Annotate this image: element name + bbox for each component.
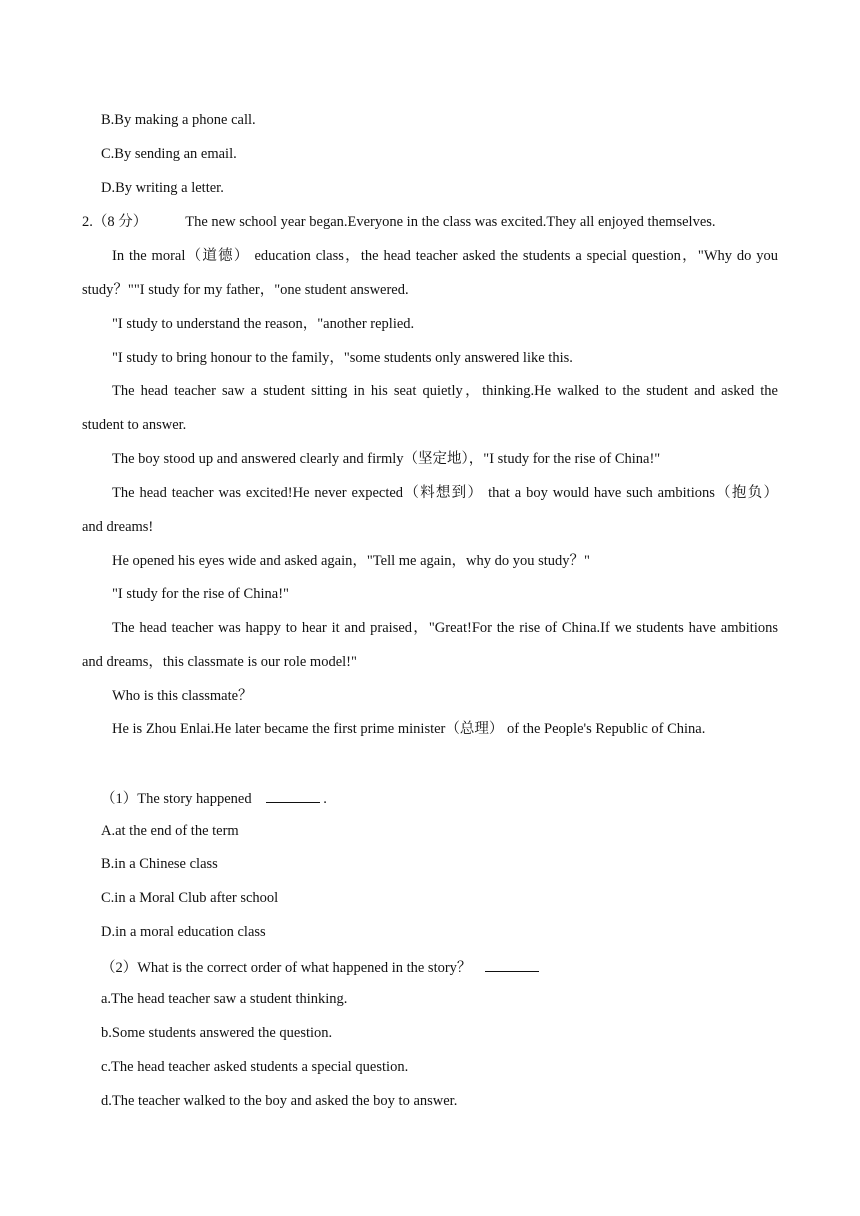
question-2-header-line <box>82 213 716 231</box>
passage-p9-line1: The head teacher was happy to hear it and praised，"Great!For the rise of China.If we students have ambitions <box>112 620 778 636</box>
option-b: B.By making a phone call. <box>101 112 256 128</box>
passage-p4-line1: The head teacher saw a student sitting in his seat quietly，thinking.He walked to the student and asked the <box>112 383 778 399</box>
subquestion-1-stem: （1）The story happened <box>101 791 252 807</box>
subquestion-2 <box>101 957 539 977</box>
sub1-option-b: B.in a Chinese class <box>101 856 218 872</box>
sub1-option-c: C.in a Moral Club after school <box>101 890 279 906</box>
option-c: C.By sending an email. <box>101 146 237 162</box>
subquestion-2-stem: （2）What is the correct order of what happened in the story？ <box>101 960 472 976</box>
passage-p4-line2: student to answer. <box>82 417 187 433</box>
answer-blank-1[interactable] <box>266 788 320 803</box>
sub2-item-d: d.The teacher walked to the boy and asked the boy to answer. <box>101 1093 458 1109</box>
sub1-option-a: A.at the end of the term <box>101 823 239 839</box>
passage-p9-line2: and dreams，this classmate is our role model!" <box>82 654 357 670</box>
answer-blank-2[interactable] <box>485 957 539 972</box>
passage-p7: He opened his eyes wide and asked again，"Tell me again，why do you study？" <box>112 553 590 569</box>
passage-p6-line1: The head teacher was excited!He never expected（料想到） that a boy would have such ambitions（抱负） <box>112 485 778 501</box>
sub1-option-d: D.in a moral education class <box>101 924 266 940</box>
subquestion-1-end: . <box>323 791 327 807</box>
sub2-item-b: b.Some students answered the question. <box>101 1025 333 1041</box>
sub2-item-a: a.The head teacher saw a student thinking. <box>101 991 348 1007</box>
option-d: D.By writing a letter. <box>101 180 224 196</box>
question-number: 2.（8 分） <box>82 214 148 230</box>
passage-p1-line2: study？""I study for my father，"one student answered. <box>82 282 409 298</box>
passage-p8: "I study for the rise of China!" <box>112 586 289 602</box>
passage-p1-line1: In the moral（道德） education class，the head teacher asked the students a special question，"Why do you <box>112 248 778 264</box>
sub2-item-c: c.The head teacher asked students a special question. <box>101 1059 409 1075</box>
passage-p3: "I study to bring honour to the family，"some students only answered like this. <box>112 350 573 366</box>
passage-p11: He is Zhou Enlai.He later became the first prime minister（总理） of the People's Republic of China. <box>112 721 706 737</box>
passage-first-line: The new school year began.Everyone in the class was excited.They all enjoyed themselves. <box>185 214 716 230</box>
passage-p6-line2: and dreams! <box>82 519 154 535</box>
passage-p5: The boy stood up and answered clearly and firmly（坚定地），"I study for the rise of China!" <box>112 451 661 467</box>
subquestion-1 <box>101 788 327 808</box>
passage-p2: "I study to understand the reason，"another replied. <box>112 316 415 332</box>
passage-p10: Who is this classmate？ <box>112 688 253 704</box>
